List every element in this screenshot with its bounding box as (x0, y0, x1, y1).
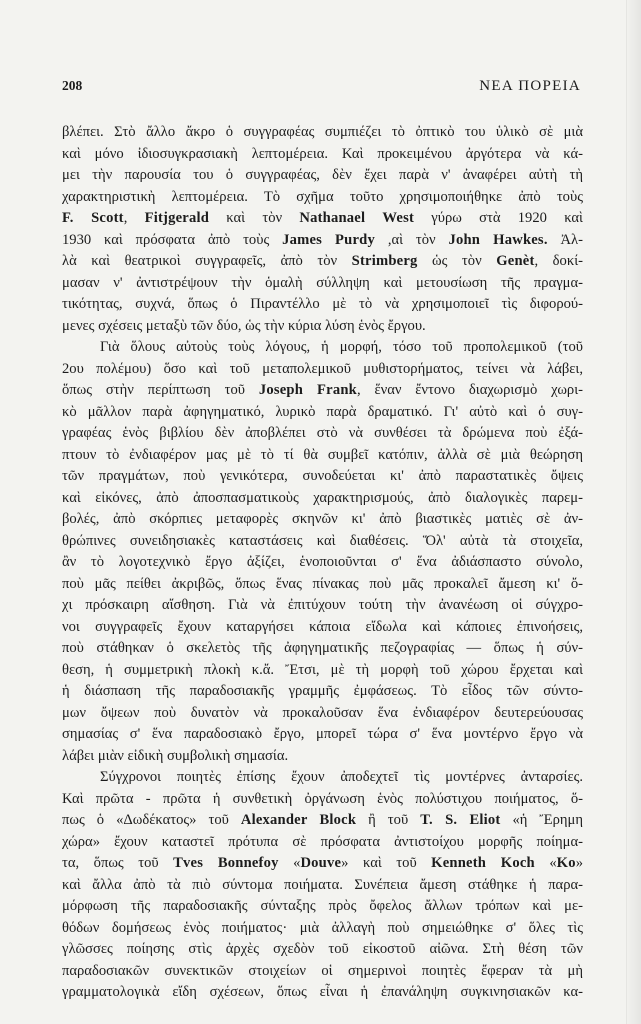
latin-name: James Purdy (282, 231, 375, 248)
page-number: 208 (62, 78, 83, 93)
latin-name: Douve (300, 855, 342, 871)
text-line: νοι συγγραφεῖς ἔχουν καταργήσει κάποια εἴδωλα καὶ κάποιες ἐπινοήσεις, (62, 618, 583, 635)
latin-name: Fitjgerald (144, 210, 210, 226)
text-line: γραφέας ἑνὸς βιβλίου δὲν ἀποβλέπει στὸ νὰ συνθέσει τὰ δρώμενα ποὺ ἐξά- (62, 425, 583, 441)
text-line: ὅπως στὴν περίπτωση τοῦ Joseph Frank, ἕναν ἔντονο διαχωρισμὸ χωρι- (62, 382, 583, 398)
text-line: μόρφωση τῆς παραδοσιακῆς σύνταξης πρὸς ὄφελος ἄλλων τρόπων καὶ με- (62, 898, 583, 914)
text-line: 1930 καὶ πρόσφατα ἀπὸ τοὺς James Purdy ,αὶ τὸν John Hawkes. Ἀλ- (62, 231, 583, 248)
text-line: τῶν πραγμάτων, ποὺ γενικότερα, συνοδεύεται κι' ἀπὸ παραστατικὲς ὄψεις (62, 468, 583, 484)
latin-name: Nathanael West (299, 210, 415, 226)
text-line: κὸ μᾶλλον παρὰ ἀφηγηματικό, λυρικὸ παρὰ δραματικό. Γι' αὐτὸ καὶ ὁ συγ- (62, 403, 583, 420)
text-line: χαρακτηριστικὴ λεπτομέρεια. Τὸ σχῆμα τοῦτο χρησιμοποιήθηκε ἀπὸ τοὺς (62, 188, 583, 205)
latin-name: Joseph Frank (258, 382, 357, 398)
text-line: τα, ὅπως τοῦ Tves Bonnefoy «Douve» καὶ τοῦ Kenneth Koch «Ko» (62, 855, 583, 871)
text-line: καὶ εἰκόνες, ἀπὸ ἀποσπασματικοὺς χαρακτηρισμούς, ἀπὸ διαλογικὲς παρεμ- (62, 489, 583, 506)
page-edge-shadow (625, 0, 641, 1024)
text-line: βλέπει. Στὸ ἄλλο ἄκρο ὁ συγγραφέας συμπιέζει τὸ ὀπτικὸ του ὑλικὸ σὲ μιὰ (62, 124, 583, 140)
text-line: μων ὄψεων ποὺ δυνατὸν νὰ προκαλοῦσαν ἕνα ἐνδιαφέρον δευτερεύουσας (62, 704, 583, 721)
text-line: ἡ διάσπαση τῆς παραδοσιακῆς γραμμῆς ἐμφάσεως. Τὸ εἶδος τῶν σύντο- (62, 683, 583, 699)
text-line: πως ὁ «Δωδέκατος» τοῦ Alexander Block ἢ τοῦ T. S. Eliot «ἡ Ἔρημη (62, 812, 583, 828)
paragraph (62, 337, 583, 767)
text-line: βολές, ἀπὸ σκόρπιες μεταφορὲς σκηνῶν κι' ἀπὸ βιαστικὲς ματιὲς σὲ ἀν- (62, 511, 583, 527)
text-line: 2ου πολέμου) ὅσο καὶ τοῦ μεταπολεμικοῦ μυθιστορήματος, τείνει νὰ λάβει, (62, 360, 583, 377)
text-line: σημασίας σ' ἕνα παραδοσιακὸ ἔργο, μπορεῖ τώρα σ' ἕνα μοντέρνο ἔργο νὰ (62, 726, 583, 742)
text-line: πτουν τὸ ἐνδιαφέρον μας μὲ τὸ τί θὰ συμβεῖ κατόπιν, ἀλλὰ σὲ μιὰ θεώρηση (62, 446, 583, 463)
text-line: ἂν τὸ λογοτεχνικὸ ἔργο ἀξίζει, ἑνοποιοῦνται σ' ἕνα ἀδιάσπαστο σύνολο, (62, 554, 583, 570)
paragraph (62, 767, 583, 1004)
text-line: παραδοσιακῶν συνεκτικῶν στοιχείων οἱ σημερινοὶ ποιητὲς ἔφεραν τὰ μὴ (62, 962, 583, 979)
latin-name: Ko (556, 855, 576, 871)
latin-name: T. S. Eliot (420, 812, 501, 828)
latin-name: F. Scott (62, 210, 124, 226)
text-line: λάβει μιὰν εἰδικὴ συμβολικὴ σημασία. (62, 747, 289, 764)
text-line: λὰ καὶ θεατρικοὶ συγγραφεῖς, ἀπὸ τὸν Strimberg ὡς τὸν Genèt, δοκί- (62, 253, 583, 269)
text-line: ποὺ μᾶς πείθει ἀκριβῶς, ὅπως ἕνας πίνακας ποὺ μᾶς προκαλεῖ ἄμεση κι' ὄ- (62, 575, 583, 592)
text-line: F. Scott, Fitjgerald καὶ τὸν Nathanael West γύρω στὰ 1920 καὶ (62, 210, 583, 226)
text-line: θόδων δομήσεως ἑνὸς ποιήματος· μιὰ ἀλλαγὴ ποὺ σημειώθηκε σ' ὅλες τὶς (62, 919, 583, 936)
running-title: ΝΕΑ ΠΟΡΕΙΑ (479, 78, 581, 94)
latin-name: Alexander Block (240, 812, 357, 828)
text-line: γλῶσσες ποίησης στὶς ἀρχὲς σχεδὸν τοῦ εἰκοστοῦ αἰῶνα. Στὴ θέση τῶν (62, 941, 583, 957)
text-line: τικότητας, συχνά, ὅπως ὁ Πιραντέλλο μὲ τὸ νὰ χρησιμοποιεῖ τὶς διφορού- (62, 296, 583, 312)
latin-name: Genèt (496, 253, 535, 269)
page-edge-line (626, 0, 627, 1024)
text-line: χώρα» ἔχουν καταστεῖ πρότυπα σὲ πρόσφατα ἀντιστοίχου μορφῆς ποίημα- (62, 833, 583, 850)
text-line: Σύγχρονοι ποιητὲς ἐπίσης ἔχουν ἀποδεχτεῖ τὶς μοντέρνες ἀνταρσίες. (100, 769, 583, 785)
text-line: μασαν ν' ἀντιστρέψουν τὴν ὁμαλὴ σύλληψη καὶ μετουσίωση τῆς πραγμα- (62, 274, 583, 291)
text-line: Γιὰ ὅλους αὐτοὺς τοὺς λόγους, ἡ μορφή, τόσο τοῦ προπολεμικοῦ (τοῦ (100, 339, 583, 355)
text-line: Καὶ πρῶτα - πρῶτα ἡ συνθετικὴ ὀργάνωση ἑνὸς πολύστιχου ποιήματος, ὅ- (62, 790, 583, 807)
text-line: καὶ ἄλλα ἀπὸ τὰ πιὸ σύντομα ποιήματα. Συνέπεια ἄμεση στάθηκε ἡ παρα- (62, 876, 583, 893)
text-line: γραμματολογικὰ εἴδη σχέσεων, ὅπως εἶναι ἡ ἐπανάληψη συγκινησιακῶν κα- (62, 984, 583, 1000)
running-header (62, 77, 581, 95)
text-line: ποὺ στάθηκαν ὁ σκελετὸς τῆς ἀφηγηματικῆς πεζογραφίας — ὅπως ἡ σύν- (62, 640, 583, 656)
paragraph (62, 122, 583, 337)
latin-name: Tves Bonnefoy (173, 855, 279, 871)
text-line: μενες σχέσεις μεταξὺ τῶν δύο, ὡς τὴν κύρια λύση ἑνὸς ἔργου. (62, 317, 426, 334)
text-line: χι πρόσκαιρη αἴσθηση. Γιὰ νὰ ἐπιτύχουν τούτη τὴν ἀνανέωση οἱ σύγχρο- (62, 597, 583, 613)
text-line: καὶ μόνο ἰδιοσυγκρασιακὴ λεπτομέρεια. Καὶ προκειμένου ἀργότερα νὰ κά- (62, 145, 583, 162)
latin-name: Strimberg (351, 253, 418, 269)
text-body (62, 122, 583, 1004)
latin-name: John Hawkes. (448, 231, 548, 248)
text-line: μει τὴν παρουσία του ὁ συγγραφέας, δὲν ἔχει παρὰ ν' ἀναφέρει αὐτὴ τὴ (62, 167, 583, 183)
text-line: θρώπινες συνειδησιακὲς καταστάσεις καὶ διαθέσεις. Ὅλ' αὐτὰ τὰ στοιχεῖα, (62, 532, 583, 549)
latin-name: Kenneth Koch (431, 855, 535, 871)
text-line: θεση, ἡ συμμετρικὴ πλοκὴ κ.ἄ. Ἔτσι, μὲ τὴ μορφὴ τοῦ χώρου ἔρχεται καὶ (62, 661, 583, 678)
